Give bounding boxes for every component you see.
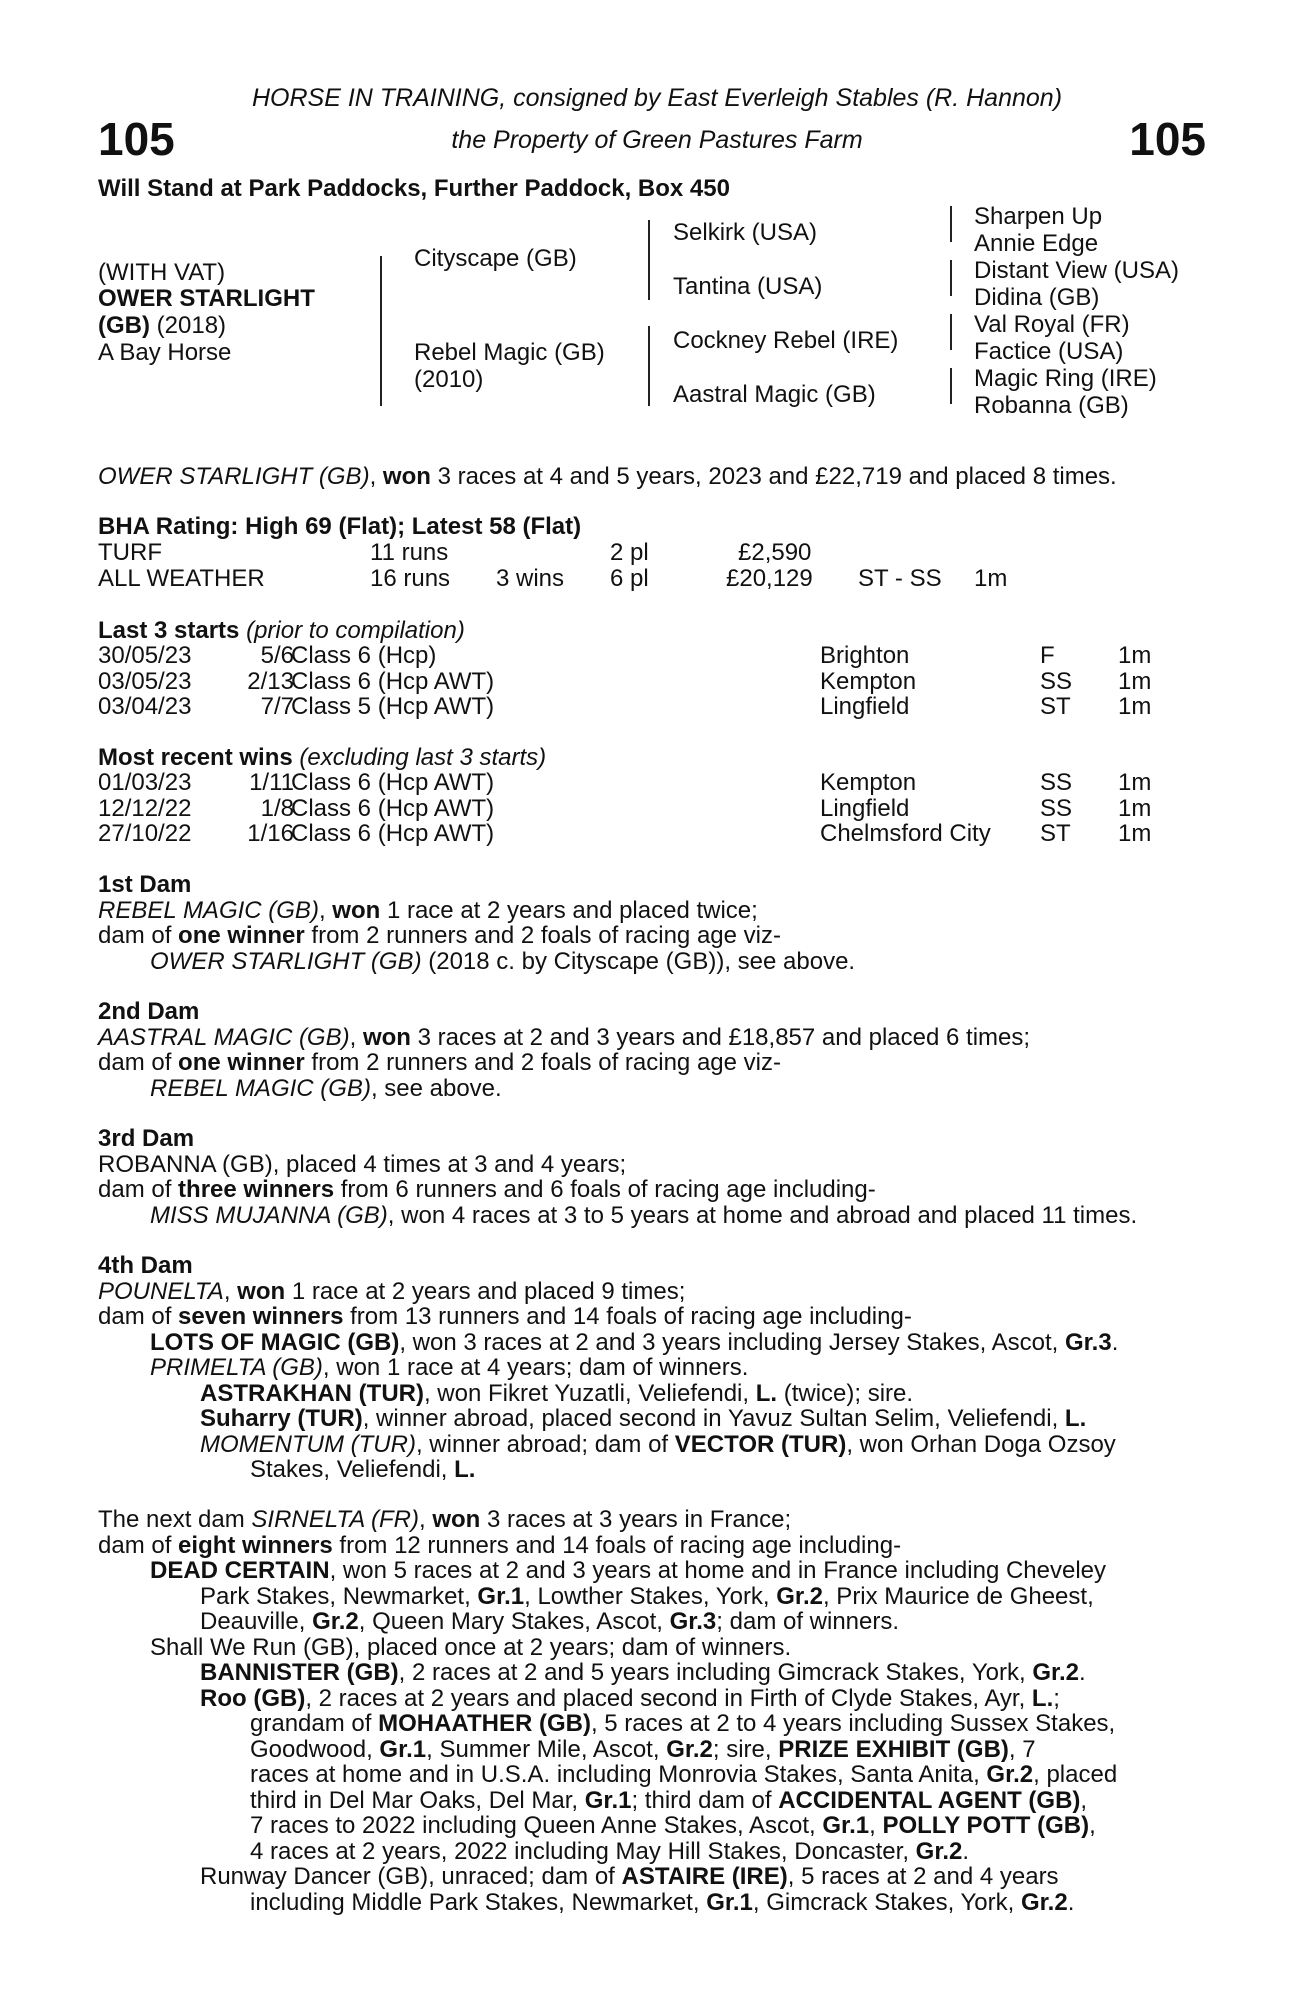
table-cell: 1m xyxy=(1118,693,1152,720)
produce-line: ASTRAKHAN (TUR), won Fikret Yuzatli, Veliefendi, L. (twice); sire. xyxy=(200,1379,914,1407)
produce-line: third in Del Mar Oaks, Del Mar, Gr.1; third dam of ACCIDENTAL AGENT (GB), xyxy=(250,1786,1088,1814)
table-cell: 5/6 xyxy=(260,642,294,669)
rating-cell: 16 runs xyxy=(370,565,451,592)
table-cell: F xyxy=(1040,642,1055,669)
dam-line: AASTRAL MAGIC (GB), won 3 races at 2 and 3 years and £18,857 and placed 6 times; xyxy=(98,1023,1031,1051)
rating-cell: 2 pl xyxy=(610,539,649,566)
rating-cell: 11 runs xyxy=(370,539,449,566)
stand-location: Will Stand at Park Paddocks, Further Paddock, Box 450 xyxy=(98,175,730,202)
table-cell: 1m xyxy=(1118,642,1152,669)
fourth-dam-section xyxy=(98,1253,1118,1483)
dam-line: ROBANNA (GB), placed 4 times at 3 and 4 years; xyxy=(98,1150,627,1178)
produce-line: Runway Dancer (GB), unraced; dam of ASTAIRE (IRE), 5 races at 2 and 4 years xyxy=(200,1863,1059,1890)
rating-cell: TURF xyxy=(98,539,162,566)
produce-line: Suharry (TUR), winner abroad, placed second in Yavuz Sultan Selim, Veliefendi, L. xyxy=(200,1405,1087,1432)
table-cell: Kempton xyxy=(820,667,917,695)
table-cell: 1m xyxy=(1118,667,1152,695)
produce-line: including Middle Park Stakes, Newmarket, Gr.1, Gimcrack Stakes, York, Gr.2. xyxy=(250,1888,1075,1916)
produce-line: races at home and in U.S.A. including Monrovia Stakes, Santa Anita, Gr.2, placed xyxy=(250,1761,1118,1788)
pedigree-gen3-8: Robanna (GB) xyxy=(974,392,1129,419)
produce-line: REBEL MAGIC (GB), see above. xyxy=(150,1074,502,1102)
pedigree-gen3-5: Val Royal (FR) xyxy=(974,311,1130,338)
horse-description: A Bay Horse xyxy=(98,339,232,366)
section-heading: 3rd Dam xyxy=(98,1125,195,1152)
race-summary: OWER STARLIGHT (GB), won 3 races at 4 and 5 years, 2023 and £22,719 and placed 8 times. xyxy=(98,463,1117,490)
produce-line: Goodwood, Gr.1, Summer Mile, Ascot, Gr.2; sire, PRIZE EXHIBIT (GB), 7 xyxy=(250,1735,1036,1763)
vat-note: (WITH VAT) xyxy=(98,259,226,286)
dam-line: The next dam SIRNELTA (FR), won 3 races at 3 years in France; xyxy=(98,1506,792,1533)
rating-cell: 1m xyxy=(974,565,1008,592)
produce-line: DEAD CERTAIN, won 5 races at 2 and 3 years at home and in France including Cheveley xyxy=(150,1557,1107,1584)
last3-title: Last 3 starts (prior to compilation) xyxy=(98,617,465,644)
table-cell: Class 6 (Hcp AWT) xyxy=(291,820,495,847)
table-cell: 30/05/23 xyxy=(98,642,192,669)
pedigree-dam: Rebel Magic (GB) xyxy=(414,339,605,366)
pedigree-gen3-1: Sharpen Up xyxy=(974,203,1103,230)
produce-line: Deauville, Gr.2, Queen Mary Stakes, Ascot, Gr.3; dam of winners. xyxy=(200,1608,900,1635)
table-cell: SS xyxy=(1040,794,1073,822)
wins-table xyxy=(98,770,1248,848)
produce-line: PRIMELTA (GB), won 1 race at 4 years; dam of winners. xyxy=(150,1354,749,1381)
produce-line: Park Stakes, Newmarket, Gr.1, Lowther Stakes, York, Gr.2, Prix Maurice de Gheest, xyxy=(200,1582,1094,1610)
table-cell: ST xyxy=(1040,820,1071,847)
table-cell: 1/16 xyxy=(247,820,294,847)
wins-title: Most recent wins (excluding last 3 starts) xyxy=(98,744,547,771)
table-cell: SS xyxy=(1040,667,1073,695)
dam-line: REBEL MAGIC (GB), won 1 race at 2 years and placed twice; xyxy=(98,896,758,924)
table-cell: Brighton xyxy=(820,642,910,669)
pedigree-dam-dam: Aastral Magic (GB) xyxy=(673,381,876,408)
produce-line: MOMENTUM (TUR), winner abroad; dam of VECTOR (TUR), won Orhan Doga Ozsoy xyxy=(200,1430,1116,1458)
second-dam-section xyxy=(98,999,1030,1101)
produce-line: 7 races to 2022 including Queen Anne Stakes, Ascot, Gr.1, POLLY POTT (GB), xyxy=(250,1812,1096,1839)
table-cell: Class 6 (Hcp AWT) xyxy=(291,794,495,822)
table-cell: 01/03/23 xyxy=(98,769,192,796)
pedigree-brace-2 xyxy=(648,220,650,300)
pedigree-gen3-4: Didina (GB) xyxy=(974,284,1100,311)
pedigree-gen3-6: Factice (USA) xyxy=(974,338,1124,365)
header-property: the Property of Green Pastures Farm xyxy=(451,126,863,154)
pedigree-brace-4 xyxy=(950,206,952,242)
dam-line: dam of three winners from 6 runners and 6 foals of racing age including- xyxy=(98,1176,876,1203)
pedigree-gen3-2: Annie Edge xyxy=(974,230,1099,257)
first-dam-section xyxy=(98,872,855,974)
table-cell: 7/7 xyxy=(260,693,294,720)
table-cell: 03/04/23 xyxy=(98,693,192,720)
dam-line: dam of one winner from 2 runners and 2 foals of racing age viz- xyxy=(98,1049,781,1076)
rating-cell: ALL WEATHER xyxy=(98,565,265,592)
produce-line: LOTS OF MAGIC (GB), won 3 races at 2 and 3 years including Jersey Stakes, Ascot, Gr.3. xyxy=(150,1328,1119,1356)
table-cell: ST xyxy=(1040,693,1071,720)
lot-number-left: 105 xyxy=(98,113,175,165)
section-heading: 4th Dam xyxy=(98,1252,193,1279)
header-consignor: HORSE IN TRAINING, consigned by East Everleigh Stables (R. Hannon) xyxy=(251,84,1063,112)
pedigree-sire: Cityscape (GB) xyxy=(414,245,577,272)
table-cell: 1m xyxy=(1118,769,1152,796)
rating-table xyxy=(98,540,1248,592)
horse-country-year: (GB) (2018) xyxy=(98,312,227,339)
horse-name: OWER STARLIGHT xyxy=(98,285,315,312)
table-cell: 1m xyxy=(1118,820,1152,847)
rating-cell: ST - SS xyxy=(858,565,942,592)
table-cell: 1/8 xyxy=(260,794,294,822)
table-cell: 27/10/22 xyxy=(98,820,192,847)
pedigree-brace-6 xyxy=(950,314,952,350)
produce-line: Stakes, Veliefendi, L. xyxy=(250,1456,476,1483)
next-dam-section xyxy=(98,1507,1117,1915)
produce-line: Shall We Run (GB), placed once at 2 years; dam of winners. xyxy=(150,1633,792,1661)
pedigree-brace-3 xyxy=(648,326,650,406)
last3-table xyxy=(98,643,1248,721)
table-cell: 12/12/22 xyxy=(98,794,192,822)
pedigree-gen3-7: Magic Ring (IRE) xyxy=(974,365,1157,392)
table-cell: 2/13 xyxy=(247,667,294,695)
rating-title: BHA Rating: High 69 (Flat); Latest 58 (Flat) xyxy=(98,513,582,540)
dam-line: dam of seven winners from 13 runners and 14 foals of racing age including- xyxy=(98,1303,912,1330)
table-cell: 1/11 xyxy=(249,769,294,796)
pedigree-brace-7 xyxy=(950,368,952,404)
table-cell: Kempton xyxy=(820,769,917,796)
table-cell: Lingfield xyxy=(820,693,910,720)
table-cell: Class 6 (Hcp AWT) xyxy=(291,769,495,796)
third-dam-section xyxy=(98,1126,1137,1228)
table-cell: SS xyxy=(1040,769,1073,796)
rating-cell: 6 pl xyxy=(610,565,649,592)
produce-line: 4 races at 2 years, 2022 including May Hill Stakes, Doncaster, Gr.2. xyxy=(250,1837,970,1865)
pedigree-sire-dam: Tantina (USA) xyxy=(673,273,823,300)
table-cell: Lingfield xyxy=(820,794,910,822)
pedigree-dam-year: (2010) xyxy=(414,366,484,393)
table-cell: 03/05/23 xyxy=(98,667,192,695)
table-cell: Class 6 (Hcp AWT) xyxy=(291,667,495,695)
table-cell: Chelmsford City xyxy=(820,820,991,847)
lot-number-right: 105 xyxy=(1129,113,1206,165)
dam-line: POUNELTA, won 1 race at 2 years and placed 9 times; xyxy=(98,1277,686,1305)
produce-line: BANNISTER (GB), 2 races at 2 and 5 years including Gimcrack Stakes, York, Gr.2. xyxy=(200,1659,1086,1686)
table-cell: 1m xyxy=(1118,794,1152,822)
dam-line: dam of one winner from 2 runners and 2 foals of racing age viz- xyxy=(98,922,781,949)
dam-line: dam of eight winners from 12 runners and 14 foals of racing age including- xyxy=(98,1531,902,1559)
pedigree-gen3-3: Distant View (USA) xyxy=(974,257,1179,284)
table-cell: Class 5 (Hcp AWT) xyxy=(291,693,495,720)
section-heading: 2nd Dam xyxy=(98,998,200,1025)
pedigree-sire-sire: Selkirk (USA) xyxy=(673,219,818,246)
rating-cell: £20,129 xyxy=(726,565,813,592)
rating-cell: £2,590 xyxy=(738,539,812,566)
table-cell: Class 6 (Hcp) xyxy=(291,642,437,669)
rating-cell: 3 wins xyxy=(496,565,565,592)
pedigree-brace-5 xyxy=(950,260,952,296)
section-heading: 1st Dam xyxy=(98,871,192,898)
produce-line: MISS MUJANNA (GB), won 4 races at 3 to 5 years at home and abroad and placed 11 times. xyxy=(150,1201,1138,1229)
produce-line: grandam of MOHAATHER (GB), 5 races at 2 to 4 years including Sussex Stakes, xyxy=(250,1710,1116,1737)
pedigree-dam-sire: Cockney Rebel (IRE) xyxy=(673,327,899,354)
produce-line: OWER STARLIGHT (GB) (2018 c. by Cityscape (GB)), see above. xyxy=(150,947,856,975)
pedigree-brace-1 xyxy=(380,256,382,406)
produce-line: Roo (GB), 2 races at 2 years and placed second in Firth of Clyde Stakes, Ayr, L.; xyxy=(200,1684,1060,1712)
